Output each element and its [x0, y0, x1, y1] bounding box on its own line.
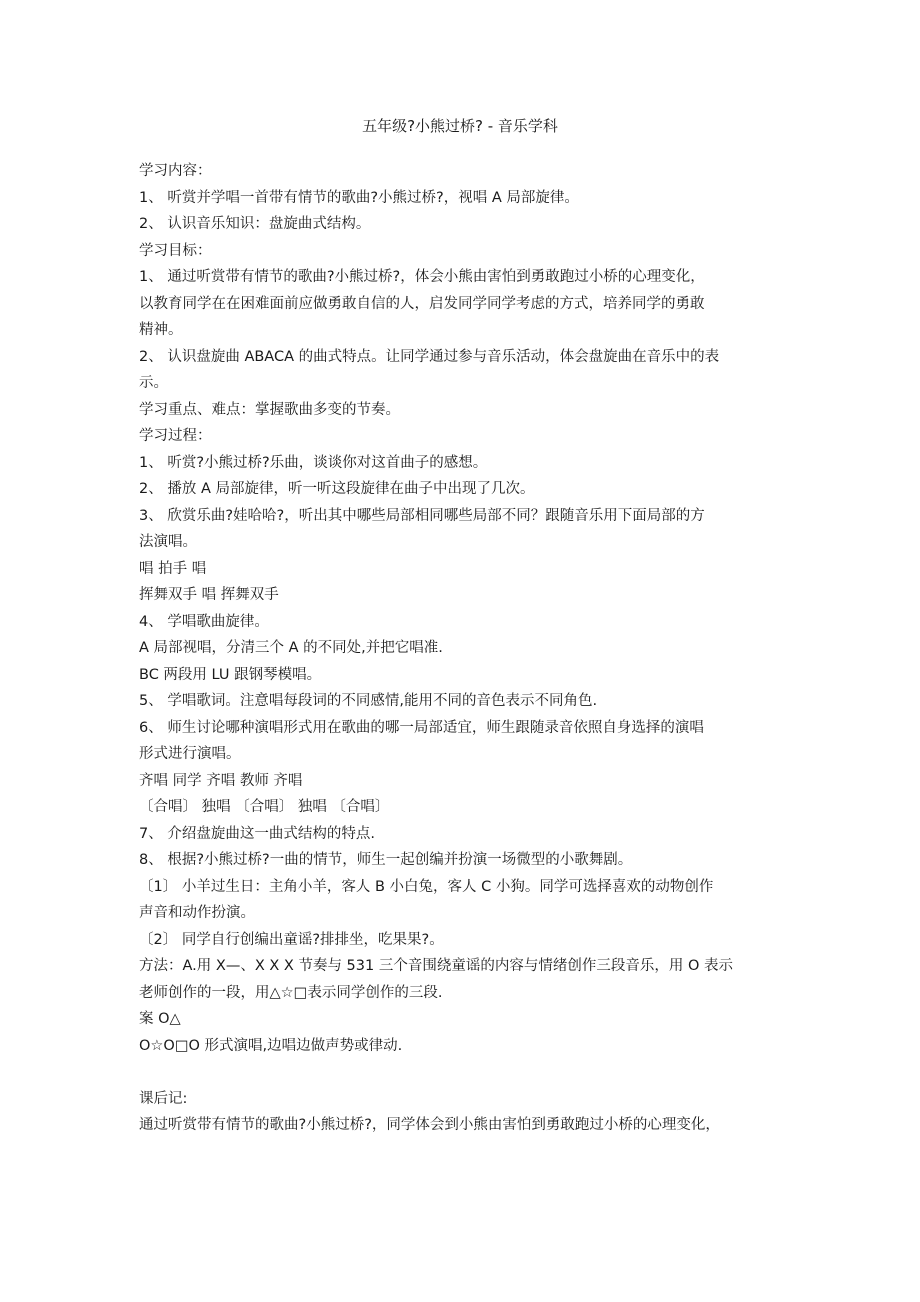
text-line: 1、 听赏?小熊过桥?乐曲，谈谈你对这首曲子的感想。 — [139, 454, 488, 471]
text-line: 学习内容： — [139, 163, 212, 179]
text-line: 声音和动作扮演。 — [139, 905, 255, 921]
text-line: BC 两段用 LU 跟钢琴模唱。 — [139, 666, 322, 683]
text-line: 2、 认识音乐知识：盘旋曲式结构。 — [139, 216, 371, 232]
text-line: 学习目标： — [139, 242, 212, 259]
text-line: 1、 听赏并学唱一首带有情节的歌曲?小熊过桥?，视唱 A 局部旋律。 — [139, 189, 579, 206]
document-body — [139, 158, 799, 1139]
text-line: 齐唱 同学 齐唱 教师 齐唱 — [139, 772, 303, 789]
text-line: 挥舞双手 唱 挥舞双手 — [139, 587, 279, 603]
text-line: 8、 根据?小熊过桥?一曲的情节，师生一起创编并扮演一场微型的小歌舞剧。 — [139, 852, 633, 868]
text-line: 学习过程： — [139, 428, 212, 444]
text-line: 〔合唱〕 独唱 〔合唱〕 独唱 〔合唱〕 — [139, 799, 390, 815]
text-line: 〔1〕 小羊过生日：主角小羊，客人 B 小白兔，客人 C 小狗。同学可选择喜欢的动物创作 — [139, 878, 714, 895]
text-line: 3、 欣赏乐曲?娃哈哈?，听出其中哪些局部相同哪些局部不同？跟随音乐用下面局部的方 — [139, 507, 705, 524]
text-line: 通过听赏带有情节的歌曲?小熊过桥?，同学体会到小熊由害怕到勇敢跑过小桥的心理变化， — [139, 1117, 720, 1133]
text-line: 老师创作的一段，用△☆□表示同学创作的三段. — [139, 984, 443, 1001]
text-line — [139, 1059, 799, 1086]
text-line: 形式进行演唱。 — [139, 746, 241, 762]
text-line: 2、 认识盘旋曲 ABACA 的曲式特点。让同学通过参与音乐活动，体会盘旋曲在音乐中的表 — [139, 348, 720, 365]
text-line: 2、 播放 A 局部旋律，听一听这段旋律在曲子中出现了几次。 — [139, 481, 535, 497]
text-line: 6、 师生讨论哪种演唱形式用在歌曲的哪一局部适宜，师生跟随录音依照自身选择的演唱 — [139, 719, 704, 736]
text-line: 唱 拍手 唱 — [139, 560, 207, 577]
text-line: 学习重点、难点：掌握歌曲多变的节奏。 — [139, 401, 400, 418]
text-line: 以教育同学在在困难面前应做勇敢自信的人，启发同学同学考虑的方式，培养同学的勇敢 — [139, 295, 705, 312]
text-line: A 局部视唱，分清三个 A 的不同处,并把它唱准. — [139, 640, 443, 656]
text-line: 〔2〕 同学自行创编出童谣?排排坐，吃果果?。 — [139, 931, 444, 948]
text-line: 课后记: — [139, 1090, 188, 1107]
text-line: 精神。 — [139, 322, 183, 338]
text-line: 5、 学唱歌词。注意唱每段词的不同感情,能用不同的音色表示不同角色. — [139, 693, 598, 709]
text-line: 示。 — [139, 375, 168, 391]
text-line: 4、 学唱歌曲旋律。 — [139, 613, 269, 630]
text-line: 法演唱。 — [139, 534, 197, 550]
text-line: 1、 通过听赏带有情节的歌曲?小熊过桥?，体会小熊由害怕到勇敢跑过小桥的心理变化， — [139, 269, 705, 285]
text-line: 7、 介绍盘旋曲这一曲式结构的特点. — [139, 825, 375, 842]
text-line: 案 O△ — [139, 1011, 181, 1027]
text-line: O☆O□O 形式演唱,边唱边做声势或律动. — [139, 1037, 403, 1054]
document-title: 五年级?小熊过桥? - 音乐学科 — [362, 117, 558, 135]
text-line: 方法：A.用 X—、X X X 节奏与 531 三个音围绕童谣的内容与情绪创作三段音乐，用 O 表示 — [139, 958, 733, 974]
